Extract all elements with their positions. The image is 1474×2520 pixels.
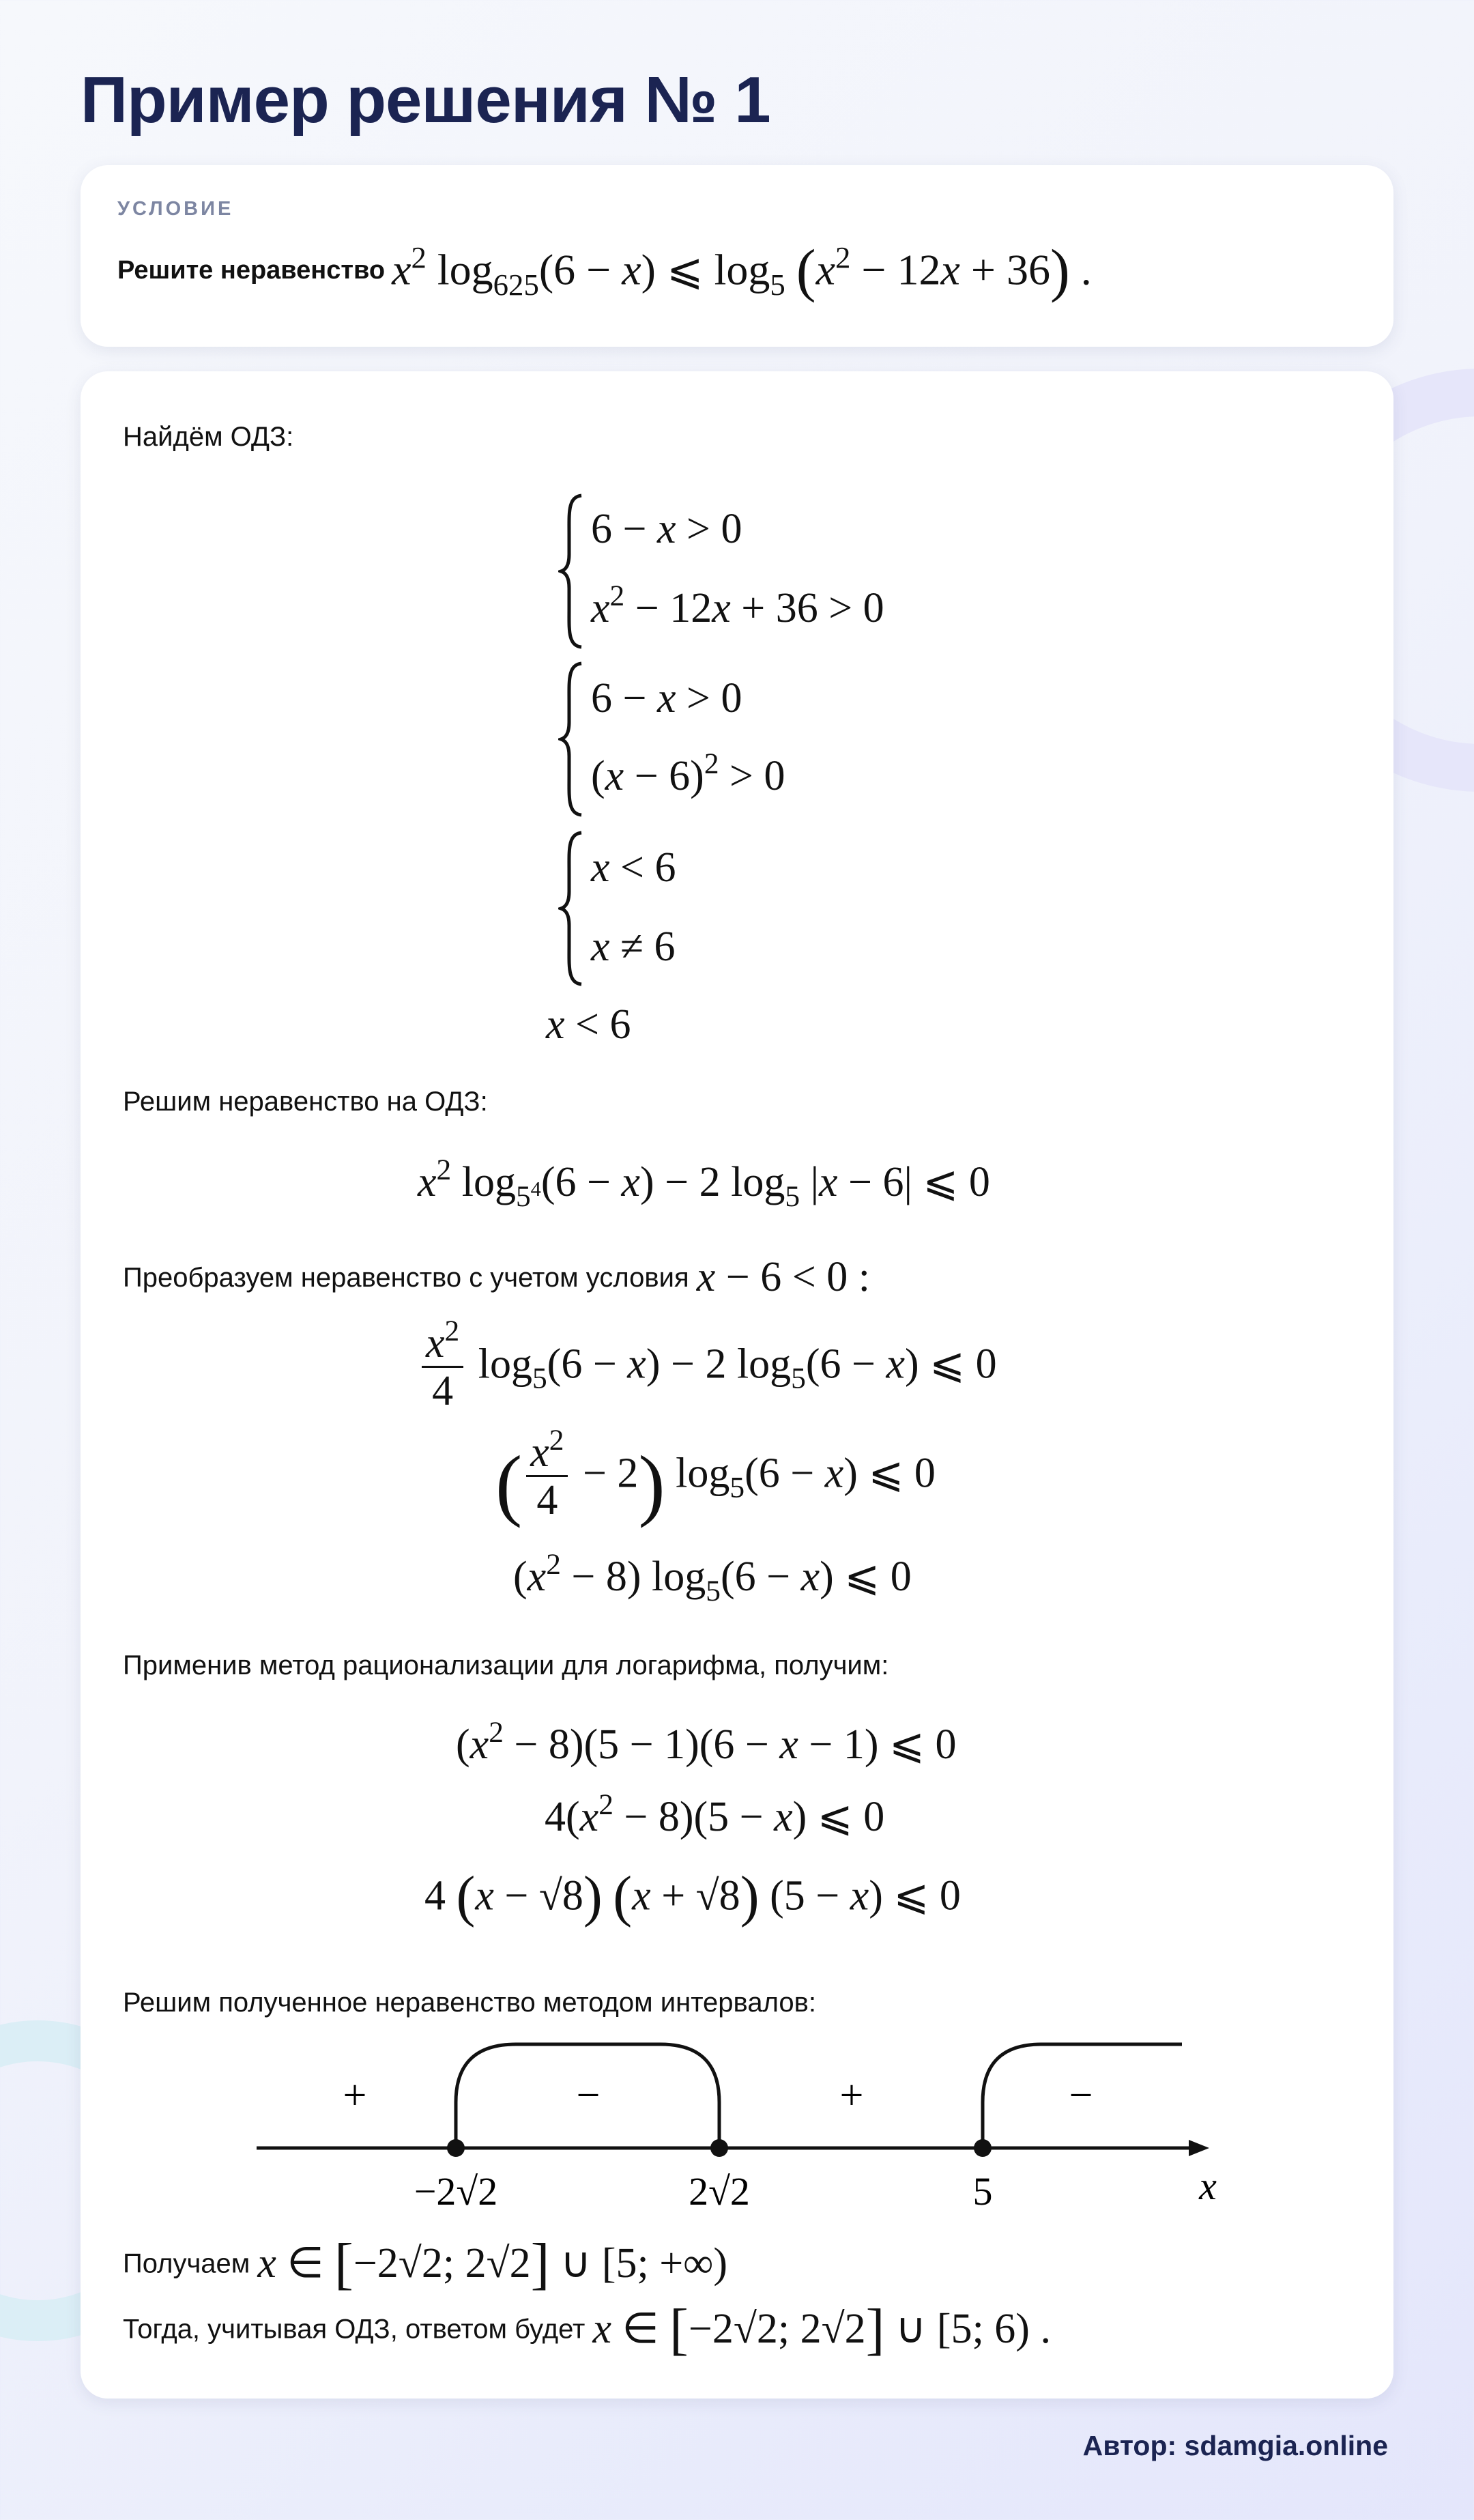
system2-line1: 6 − x > 0	[591, 675, 742, 721]
axis-arrow	[1189, 2140, 1209, 2156]
step-odz-text: Найдём ОДЗ:	[123, 422, 294, 452]
system2-line2: $(x - 6)^2 > 0$	[591, 747, 785, 799]
equation-log-form: $x^2$ $\log_{5^4}(6 - x) - 2$ $\log_5 |x - 6|$ ⩽ 0	[418, 1154, 990, 1214]
system-brace	[558, 830, 586, 987]
odz-result: x < 6	[546, 1001, 631, 1048]
interval-sign: +	[839, 2072, 864, 2119]
equation-transform-3: $(x^2 - 8) \log_5(6 - x)$ ⩽ 0	[513, 1548, 912, 1608]
result-line: Получаем x ∈ [−2√2; 2√2] ∪ [5; +∞)	[123, 2232, 728, 2295]
axis-label: x	[1199, 2164, 1217, 2208]
point-label: −2√2	[414, 2169, 498, 2214]
transform-condition: x − 6 < 0 :	[696, 1254, 870, 1300]
equation-rational-1: $(x^2 - 8)(5 - 1)(6 - x - 1)$ ⩽ 0	[456, 1716, 957, 1768]
equation-rational-3: 4 (x − √8) (x + √8) (5 − x) ⩽ 0	[424, 1865, 961, 1928]
step-rationalization-text: Применив метод рационализации для логарифма, получим:	[123, 1650, 889, 1680]
point-label: 5	[972, 2169, 993, 2214]
interval-diagram	[0, 2020, 1474, 2225]
condition-card	[81, 165, 1393, 347]
system-brace	[558, 661, 586, 818]
system3-line2: x ≠ 6	[591, 923, 676, 970]
author-credit: Автор: sdamgia.online	[1082, 2430, 1388, 2461]
page-title: Пример решения № 1	[81, 63, 770, 137]
interval-sign: +	[343, 2072, 367, 2119]
point-marker	[710, 2139, 728, 2157]
condition-prompt: Решите неравенство	[117, 255, 386, 285]
answer-formula: x ∈ [−2√2; 2√2] ∪ [5; 6) .	[592, 2297, 1051, 2361]
system1-line2: $x^2 - 12x + 36 > 0$	[591, 579, 884, 631]
answer-line: Тогда, учитывая ОДЗ, ответом будет x ∈ [−2√2; 2√2] ∪ [5; 6) .	[123, 2297, 1051, 2361]
interval-sign: −	[576, 2072, 601, 2119]
condition-formula: $x^2$ $\log_{625}(6 - x)$ ⩽ $\log_5 (x^2 - 12x + 36)$ .	[392, 238, 1092, 303]
point-marker	[447, 2139, 465, 2157]
result-formula: x ∈ [−2√2; 2√2] ∪ [5; +∞)	[257, 2232, 728, 2295]
condition-label: УСЛОВИЕ	[117, 198, 234, 220]
equation-transform-2: ( $\frac{x^2}{4}$ − 2) $\log_5(6 - x)$ ⩽ 0	[495, 1424, 936, 1529]
interval-sign: −	[1069, 2072, 1093, 2119]
point-marker	[974, 2139, 992, 2157]
system1-line1: 6 − x > 0	[591, 506, 742, 552]
point-label: 2√2	[689, 2169, 750, 2214]
equation-transform-1: $\frac{x^2}{4}$ $\log_5(6 - x) - 2$ $\log_5(6 - x)$ ⩽ 0	[418, 1321, 997, 1414]
step-intervals-text: Решим полученное неравенство методом интервалов:	[123, 1988, 816, 2018]
step-transform-text: Преобразуем неравенство с учетом условия x − 6 < 0 :	[123, 1254, 870, 1300]
condition-statement	[117, 236, 1092, 304]
system3-line1: x < 6	[591, 844, 676, 891]
equation-rational-2: $4(x^2 - 8)(5 - x)$ ⩽ 0	[545, 1788, 885, 1840]
step-solve-text: Решим неравенство на ОДЗ:	[123, 1087, 488, 1117]
system-brace	[558, 493, 586, 650]
